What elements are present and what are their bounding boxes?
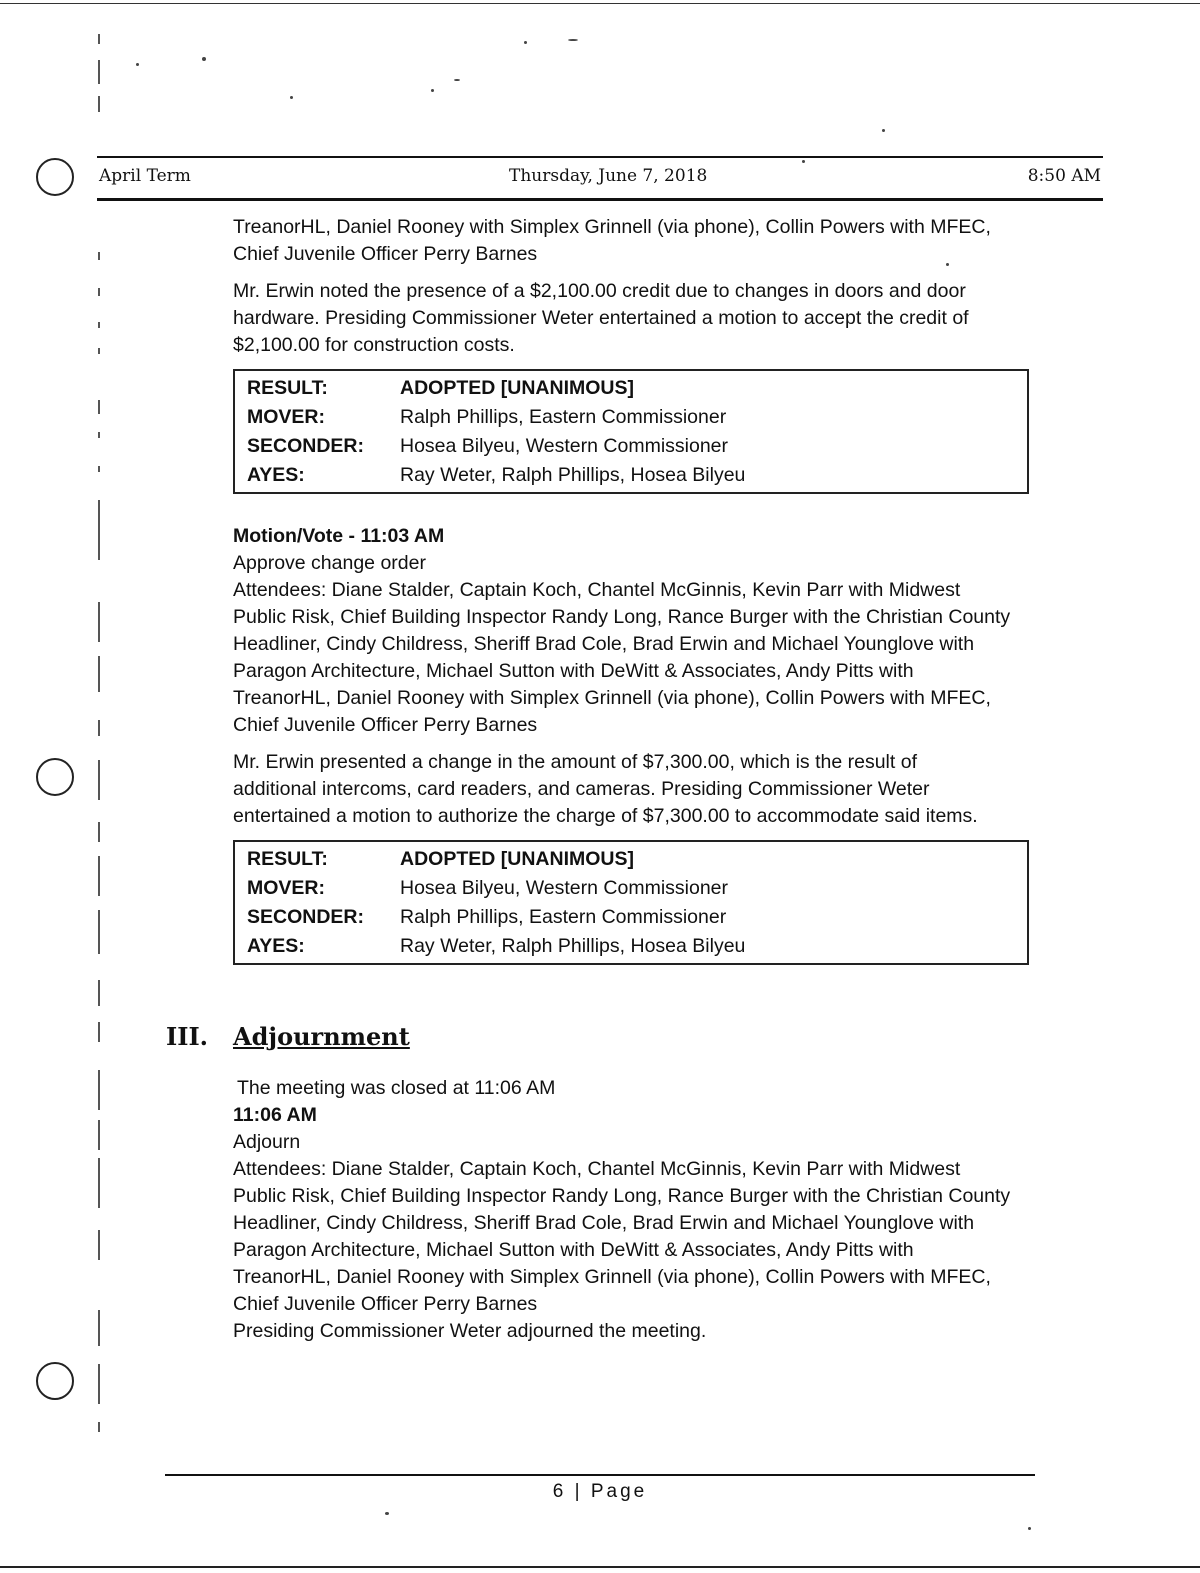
- vote-label: AYES:: [247, 935, 305, 957]
- text-line: $2,100.00 for construction costs.: [233, 334, 515, 356]
- text-line: entertained a motion to authorize the charge of $7,300.00 to accommodate said items.: [233, 805, 978, 827]
- scan-speck: [385, 1512, 389, 1515]
- scan-speck: [202, 57, 206, 61]
- scan-speck: [290, 96, 293, 99]
- scan-speck: [136, 63, 139, 66]
- vote-label: RESULT:: [247, 848, 328, 870]
- text-line: hardware. Presiding Commissioner Weter entertained a motion to accept the credit of: [233, 307, 969, 329]
- vote-result-box: [233, 369, 1029, 494]
- vote-value: ADOPTED [UNANIMOUS]: [400, 848, 634, 870]
- text-line: Paragon Architecture, Michael Sutton with DeWitt & Associates, Andy Pitts with: [233, 660, 914, 682]
- section-number: III.: [166, 1022, 209, 1051]
- meeting-closed-note: The meeting was closed at 11:06 AM: [237, 1077, 556, 1099]
- vote-mover-row: [247, 874, 1015, 903]
- vote-value: Ralph Phillips, Eastern Commissioner: [400, 406, 727, 428]
- scan-speck: [524, 41, 527, 44]
- text-line: Public Risk, Chief Building Inspector Randy Long, Rance Burger with the Christian County: [233, 606, 1011, 628]
- header-term: April Term: [99, 166, 191, 186]
- vote-seconder-row: [247, 903, 1015, 932]
- text-line: Mr. Erwin noted the presence of a $2,100.00 credit due to changes in doors and door: [233, 280, 966, 302]
- vote-value: Hosea Bilyeu, Western Commissioner: [400, 877, 729, 899]
- vote-label: RESULT:: [247, 377, 328, 399]
- text-line: Headliner, Cindy Childress, Sheriff Brad Cole, Brad Erwin and Michael Younglove with: [233, 633, 975, 655]
- vote-label: MOVER:: [247, 406, 325, 428]
- vote-value: Ray Weter, Ralph Phillips, Hosea Bilyeu: [400, 464, 746, 486]
- punch-hole: [36, 758, 74, 796]
- header-rule: [97, 156, 1103, 158]
- scan-top-edge: [0, 3, 1200, 4]
- motion-title: Motion/Vote - 11:03 AM: [233, 525, 445, 547]
- vote-result-row: [247, 374, 1015, 403]
- credit-note: [233, 278, 1033, 359]
- motion-subject: Approve change order: [233, 552, 426, 574]
- scan-speck: [802, 160, 805, 163]
- text-line: TreanorHL, Daniel Rooney with Simplex Grinnell (via phone), Collin Powers with MFEC,: [233, 1266, 991, 1288]
- page-number: 6 | Page: [552, 1481, 648, 1502]
- vote-result-row: [247, 845, 1015, 874]
- text-line: TreanorHL, Daniel Rooney with Simplex Grinnell (via phone), Collin Powers with MFEC,: [233, 687, 991, 709]
- page-header: [99, 166, 1101, 192]
- text-line: Chief Juvenile Officer Perry Barnes: [233, 243, 538, 265]
- text-line: Mr. Erwin presented a change in the amount of $7,300.00, which is the result of: [233, 751, 917, 773]
- change-order-note: [233, 749, 1033, 830]
- adjourn-time: 11:06 AM: [233, 1104, 317, 1126]
- header-time: 8:50 AM: [1027, 166, 1101, 186]
- vote-value: Ray Weter, Ralph Phillips, Hosea Bilyeu: [400, 935, 746, 957]
- punch-hole: [36, 1362, 74, 1400]
- vote-value: ADOPTED [UNANIMOUS]: [400, 377, 634, 399]
- scan-speck: [454, 79, 460, 81]
- text-line: Paragon Architecture, Michael Sutton with DeWitt & Associates, Andy Pitts with: [233, 1239, 914, 1261]
- footer-rule: [165, 1474, 1035, 1476]
- section-title: Adjournment: [233, 1022, 410, 1051]
- vote-mover-row: [247, 403, 1015, 432]
- minutes-body: [233, 214, 1033, 965]
- adjournment-body: [233, 1075, 1033, 1345]
- scan-speck: [1028, 1527, 1031, 1530]
- header-rule: [97, 198, 1103, 201]
- vote-label: SECONDER:: [247, 435, 365, 457]
- scan-speck: [568, 39, 578, 41]
- adjourn-attendees: [233, 1156, 1033, 1318]
- punch-hole: [36, 158, 74, 196]
- continued-attendees: [233, 214, 1033, 268]
- scan-speck: [431, 89, 434, 92]
- vote-label: MOVER:: [247, 877, 325, 899]
- vote-label: AYES:: [247, 464, 305, 486]
- text-line: Attendees: Diane Stalder, Captain Koch, Chantel McGinnis, Kevin Parr with Midwest: [233, 579, 961, 601]
- adjourn-final-note: Presiding Commissioner Weter adjourned the meeting.: [233, 1320, 707, 1342]
- text-line: additional intercoms, card readers, and cameras. Presiding Commissioner Weter: [233, 778, 930, 800]
- text-line: Chief Juvenile Officer Perry Barnes: [233, 1293, 538, 1315]
- scan-speck: [882, 129, 885, 132]
- vote-ayes-row: [247, 461, 1015, 490]
- text-line: TreanorHL, Daniel Rooney with Simplex Grinnell (via phone), Collin Powers with MFEC,: [233, 216, 991, 238]
- adjourn-subject: Adjourn: [233, 1131, 301, 1153]
- scan-bottom-edge: [0, 1566, 1200, 1568]
- vote-label: SECONDER:: [247, 906, 365, 928]
- text-line: Chief Juvenile Officer Perry Barnes: [233, 714, 538, 736]
- text-line: Attendees: Diane Stalder, Captain Koch, Chantel McGinnis, Kevin Parr with Midwest: [233, 1158, 961, 1180]
- text-line: Headliner, Cindy Childress, Sheriff Brad Cole, Brad Erwin and Michael Younglove with: [233, 1212, 975, 1234]
- scan-margin-marks: [98, 30, 104, 1440]
- header-date: Thursday, June 7, 2018: [509, 166, 708, 186]
- motion-attendees: [233, 577, 1033, 739]
- vote-ayes-row: [247, 932, 1015, 961]
- vote-value: Ralph Phillips, Eastern Commissioner: [400, 906, 727, 928]
- vote-value: Hosea Bilyeu, Western Commissioner: [400, 435, 729, 457]
- text-line: Public Risk, Chief Building Inspector Randy Long, Rance Burger with the Christian County: [233, 1185, 1011, 1207]
- vote-seconder-row: [247, 432, 1015, 461]
- vote-result-box: [233, 840, 1029, 965]
